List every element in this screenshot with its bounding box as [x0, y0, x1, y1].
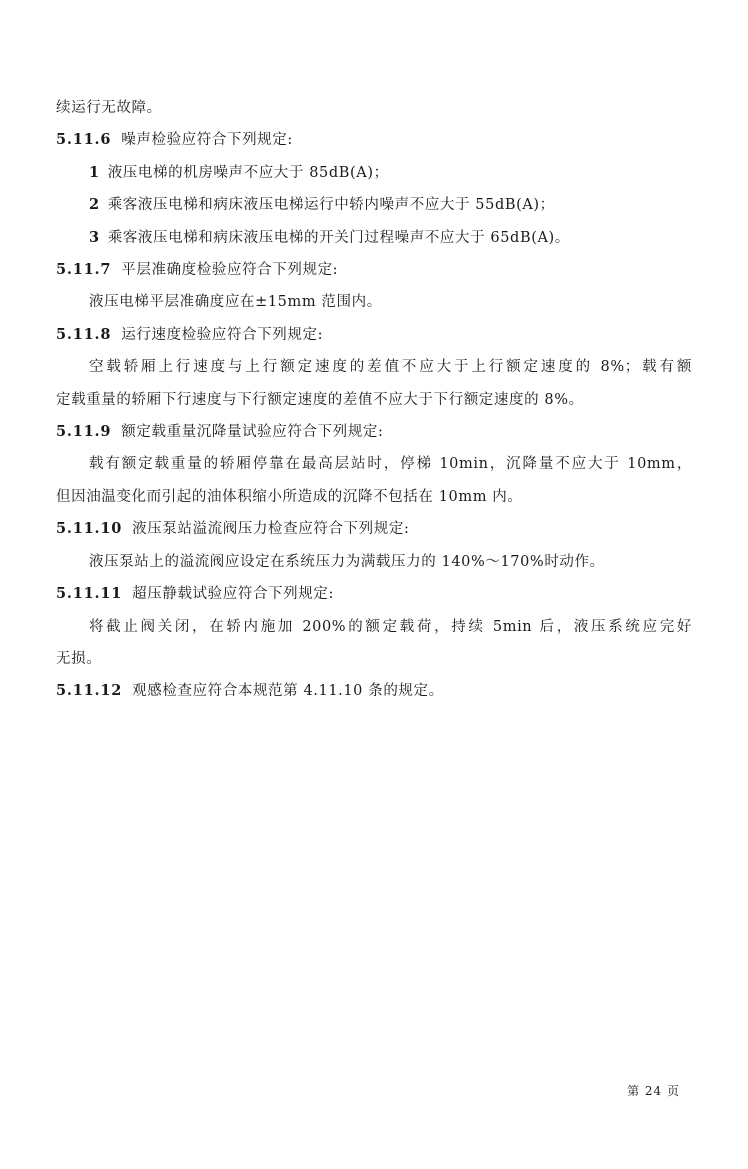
- section-title: 观感检查应符合本规范第 4.11.10 条的规定。: [132, 683, 444, 700]
- section-title: 平层准确度检验应符合下列规定:: [121, 262, 339, 279]
- item-number: 1: [89, 163, 100, 181]
- section-title: 噪声检验应符合下列规定:: [121, 132, 293, 149]
- section-number: 5.11.11: [56, 585, 123, 603]
- section-number: 5.11.10: [56, 520, 123, 538]
- paragraph-line: 但因油温变化而引起的油体积缩小所造成的沉降不包括在 10mm 内。: [56, 488, 523, 505]
- list-item: [56, 189, 692, 221]
- continuation-line: 续运行无故障。: [56, 100, 162, 116]
- paragraph-line: 液压电梯平层准确度应在±15mm 范围内。: [89, 294, 382, 311]
- section-heading-5-11-10: [56, 513, 692, 545]
- paragraph-line: 载有额定载重量的轿厢停靠在最高层站时，停梯 10min，沉降量不应大于 10mm，: [89, 456, 692, 473]
- section-heading-5-11-9: [56, 416, 692, 448]
- item-number: 2: [89, 196, 100, 214]
- list-item: [56, 222, 692, 254]
- section-heading-5-11-12: [56, 675, 692, 707]
- page-number: 第 24 页: [627, 1084, 680, 1098]
- section-number: 5.11.6: [56, 131, 112, 149]
- item-text: 乘客液压电梯和病床液压电梯的开关门过程噪声不应大于 65dB(A)。: [107, 229, 570, 246]
- item-number: 3: [89, 228, 100, 246]
- document-body: [56, 92, 692, 708]
- paragraph-line: 空载轿厢上行速度与上行额定速度的差值不应大于上行额定速度的 8%；载有额: [89, 359, 692, 376]
- section-title: 液压泵站溢流阀压力检查应符合下列规定:: [132, 521, 410, 538]
- section-number: 5.11.12: [56, 682, 123, 700]
- section-title: 额定载重量沉降量试验应符合下列规定:: [121, 424, 384, 441]
- paragraph-line: 无损。: [56, 650, 102, 667]
- section-title: 超压静载试验应符合下列规定:: [132, 586, 334, 603]
- paragraph-line: 将截止阀关闭，在轿内施加 200%的额定载荷，持续 5min 后，液压系统应完好: [89, 618, 692, 635]
- section-heading-5-11-8: [56, 319, 692, 351]
- section-number: 5.11.9: [56, 423, 112, 441]
- section-number: 5.11.8: [56, 325, 112, 343]
- section-heading-5-11-7: [56, 254, 692, 286]
- paragraph-line: 液压泵站上的溢流阀应设定在系统压力为满载压力的 140%～170%时动作。: [89, 553, 605, 570]
- item-text: 乘客液压电梯和病床液压电梯运行中轿内噪声不应大于 55dB(A)；: [107, 197, 555, 214]
- section-heading-5-11-11: [56, 578, 692, 610]
- section-number: 5.11.7: [56, 261, 112, 279]
- section-heading-5-11-6: [56, 124, 692, 156]
- section-title: 运行速度检验应符合下列规定:: [121, 326, 324, 343]
- list-item: [56, 157, 692, 189]
- item-text: 液压电梯的机房噪声不应大于 85dB(A)；: [107, 164, 389, 181]
- paragraph-line: 定载重量的轿厢下行速度与下行额定速度的差值不应大于下行额定速度的 8%。: [56, 391, 584, 408]
